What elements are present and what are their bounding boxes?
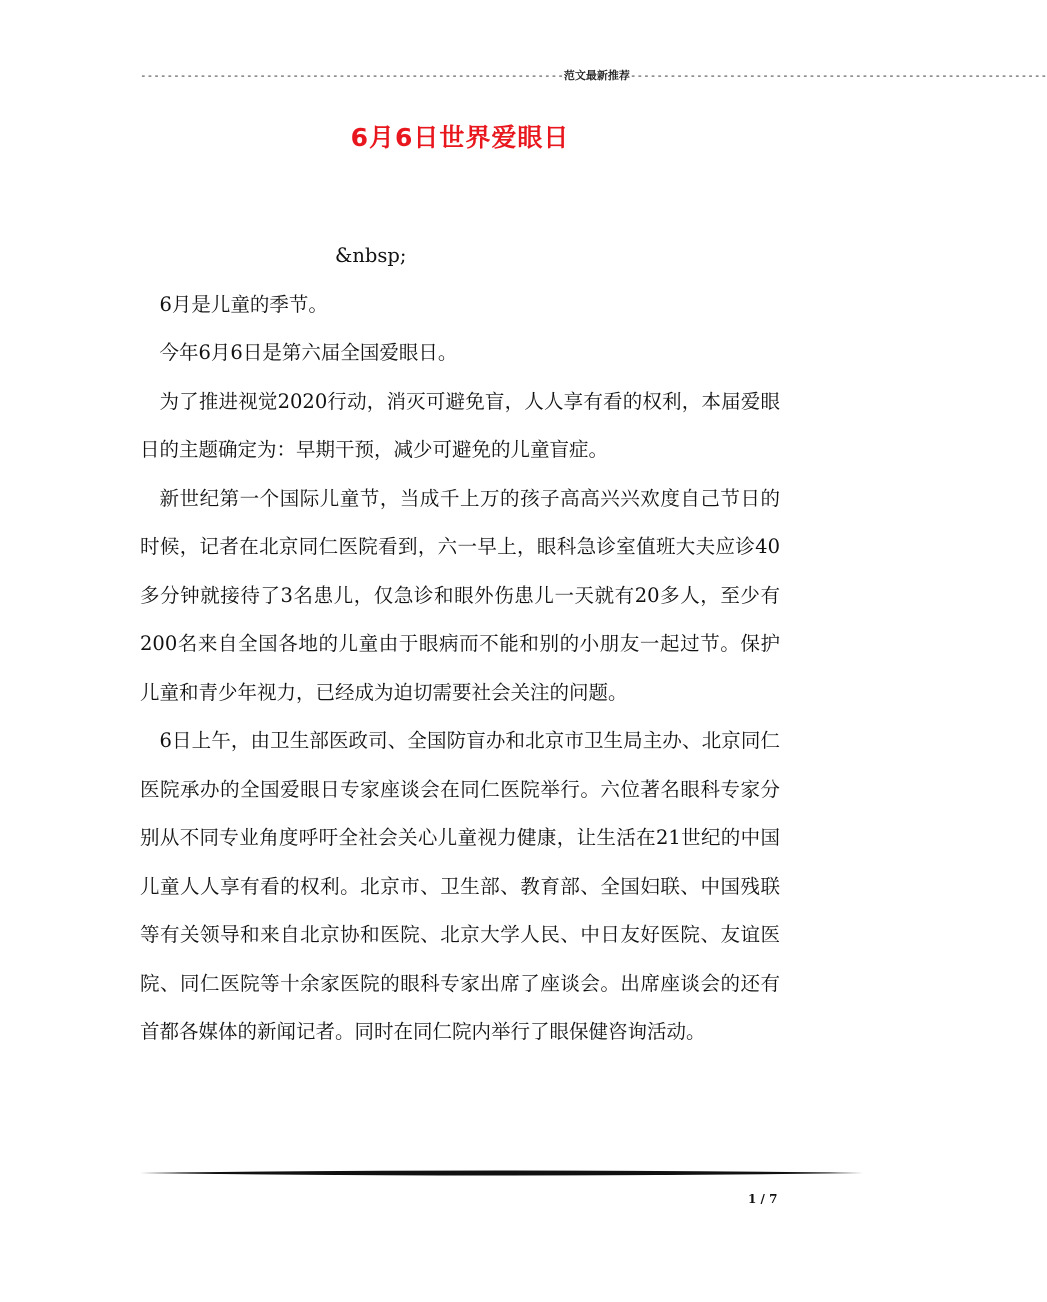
paragraph-nbsp: &nbsp; xyxy=(335,244,407,267)
footer-rule xyxy=(140,1169,863,1177)
paragraph: 新世纪第一个国际儿童节，当成千上万的孩子高高兴兴欢度自己节日的时候，记者在北京同仁医院看到，六一早上，眼科急诊室值班大夫应诊40多分钟就接待了3名患儿，仅急诊和眼外伤患儿一天就有20多人，至少有200名来自全国各地的儿童由于眼病而不能和别的小朋友一起过节。保护儿童和青少年视力，已经成为迫切需要社会关注的问题。 xyxy=(140,486,780,704)
document-body xyxy=(140,232,780,1057)
header-label: 范文最新推荐 xyxy=(563,69,630,82)
header-right-dashes: --------------------------------------------------------------- xyxy=(629,69,1047,82)
paragraph: 今年6月6日是第六届全国爱眼日。 xyxy=(159,341,458,364)
page-header xyxy=(140,66,1047,86)
page-number: 1 / 7 xyxy=(748,1192,778,1206)
paragraph: 为了推进视觉2020行动，消灭可避免盲，人人享有看的权利，本届爱眼日的主题确定为：早期干预，减少可避免的儿童盲症。 xyxy=(140,389,780,461)
paragraph: 6日上午，由卫生部医政司、全国防盲办和北京市卫生局主办、北京同仁医院承办的全国爱眼日专家座谈会在同仁医院举行。六位著名眼科专家分别从不同专业角度呼吁全社会关心儿童视力健康，让生活在21世纪的中国儿童人人享有看的权利。北京市、卫生部、教育部、全国妇联、中国残联等有关领导和来自北京协和医院、北京大学人民、中日友好医院、友谊医院、同仁医院等十余家医院的眼科专家出席了座谈会。出席座谈会的还有首都各媒体的新闻记者。同时在同仁院内举行了眼保健咨询活动。 xyxy=(140,729,780,1043)
header-left-dashes: ---------------------------------------------------------------- xyxy=(140,69,564,82)
document-title: 6月6日世界爱眼日 xyxy=(350,123,570,152)
paragraph: 6月是儿童的季节。 xyxy=(159,292,328,316)
